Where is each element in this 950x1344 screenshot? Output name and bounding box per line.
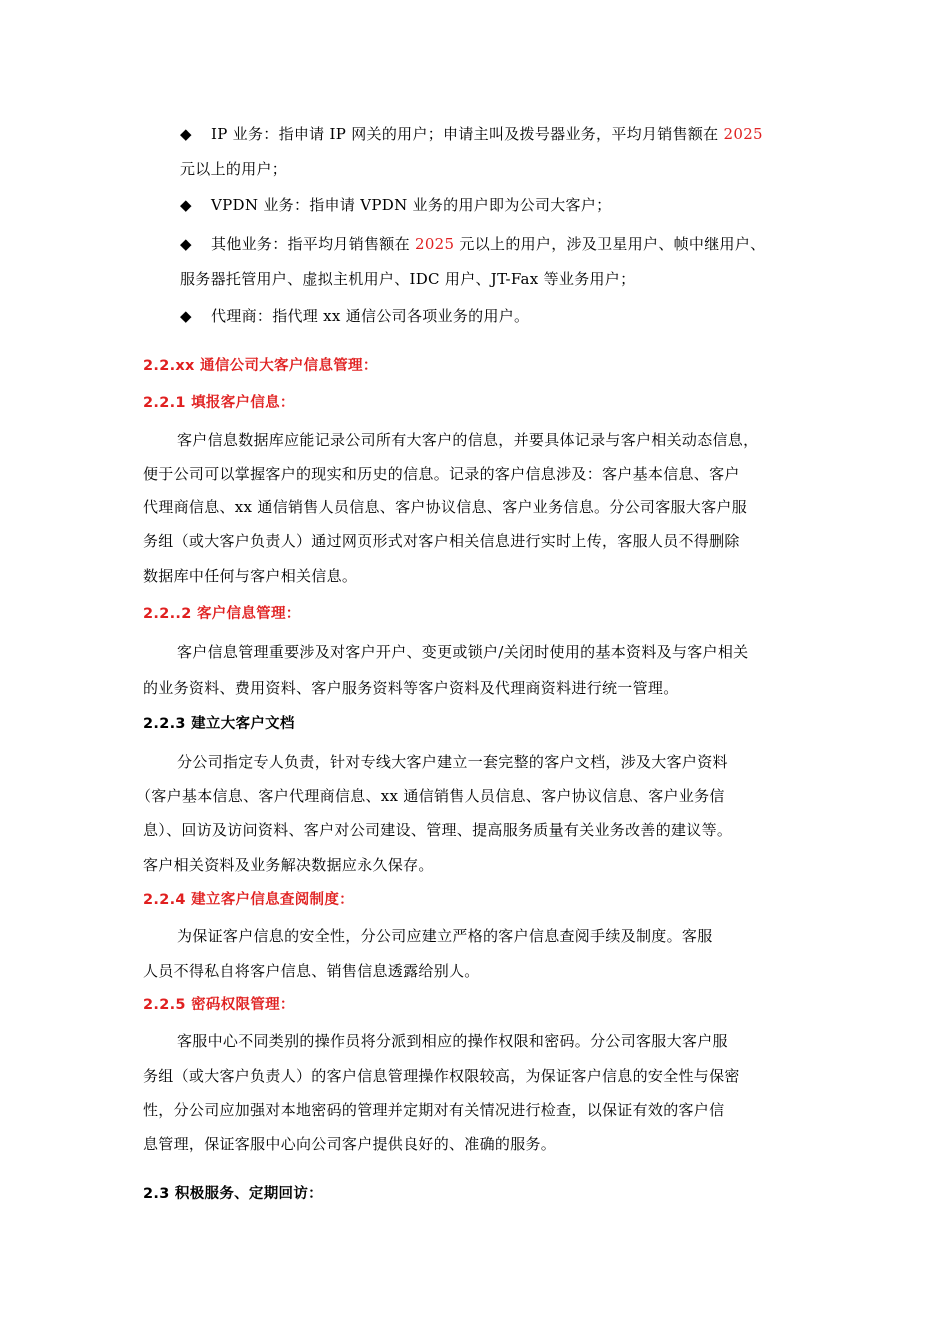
paragraph-line: 分公司指定专人负责，针对专线大客户建立一套完整的客户文档，涉及大客户资料 [177,753,728,771]
paragraph-line: 客户相关资料及业务解决数据应永久保存。 [143,856,434,874]
diamond-bullet-icon: ◆ [180,235,192,253]
paragraph-line: 务组（或大客户负责人）通过网页形式对客户相关信息进行实时上传，客服人员不得删除 [143,532,740,550]
bullet-line: 其他业务：指平均月销售额在 2025 元以上的用户，涉及卫星用户、帧中继用户、 [211,235,766,253]
paragraph-line: 客服中心不同类别的操作员将分派到相应的操作权限和密码。分公司客服大客户服 [177,1032,728,1050]
section-heading: 2.2.5 密码权限管理： [143,997,295,1013]
bullet-line: IP 业务：指申请 IP 网关的用户；申请主叫及拨号器业务，平均月销售额在 2025 [211,125,763,143]
paragraph-line: 息）、回访及访问资料、客户对公司建设、管理、提高服务质量有关业务改善的建议等。 [143,821,733,839]
bullet-line: 元以上的用户； [180,160,288,178]
section-heading: 2.3 积极服务、定期回访： [143,1186,323,1202]
section-heading: 2.2..2 客户信息管理： [143,606,301,622]
paragraph-line: 性，分公司应加强对本地密码的管理并定期对有关情况进行检查，以保证有效的客户信 [143,1101,725,1119]
paragraph-line: 务组（或大客户负责人）的客户信息管理操作权限较高，为保证客户信息的安全性与保密 [143,1067,740,1085]
paragraph-line: 客户信息管理重要涉及对客户开户、变更或锁户/关闭时使用的基本资料及与客户相关 [177,643,749,661]
diamond-bullet-icon: ◆ [180,196,192,214]
paragraph-line: 代理商信息、xx 通信销售人员信息、客户协议信息、客户业务信息。分公司客服大客户服 [143,498,747,516]
paragraph-line: （客户基本信息、客户代理商信息、xx 通信销售人员信息、客户协议信息、客户业务信 [136,787,725,805]
paragraph-line: 便于公司可以掌握客户的现实和历史的信息。记录的客户信息涉及：客户基本信息、客户 [143,465,740,483]
paragraph-line: 客户信息数据库应能记录公司所有大客户的信息，并要具体记录与客户相关动态信息， [177,431,759,449]
section-heading: 2.2.3 建立大客户文档 [143,716,295,732]
paragraph-line: 的业务资料、费用资料、客户服务资料等客户资料及代理商资料进行统一管理。 [143,679,679,697]
paragraph-line: 人员不得私自将客户信息、销售信息透露给别人。 [143,962,480,980]
bullet-line: 代理商：指代理 xx 通信公司各项业务的用户。 [211,307,530,325]
diamond-bullet-icon: ◆ [180,307,192,325]
section-heading: 2.2.4 建立客户信息查阅制度： [143,892,354,908]
bullet-line: VPDN 业务：指申请 VPDN 业务的用户即为公司大客户； [211,196,612,214]
paragraph-line: 息管理，保证客服中心向公司客户提供良好的、准确的服务。 [143,1135,557,1153]
section-heading: 2.2.1 填报客户信息： [143,395,295,411]
diamond-bullet-icon: ◆ [180,125,192,143]
bullet-line: 服务器托管用户、虚拟主机用户、IDC 用户、JT-Fax 等业务用户； [180,270,636,288]
paragraph-line: 数据库中任何与客户相关信息。 [143,567,358,585]
section-heading: 2.2.xx 通信公司大客户信息管理： [143,358,378,374]
paragraph-line: 为保证客户信息的安全性，分公司应建立严格的客户信息查阅手续及制度。客服 [177,927,713,945]
